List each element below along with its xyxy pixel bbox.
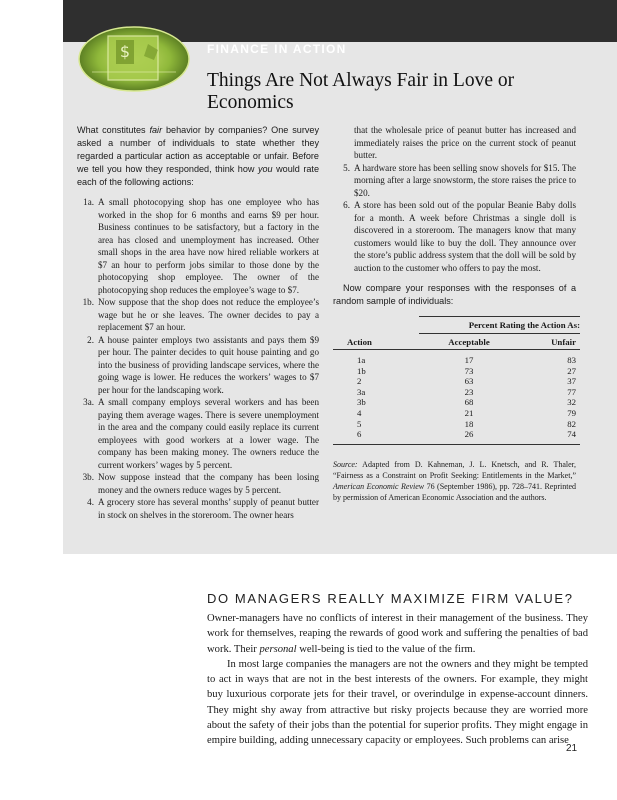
action-item-continued bbox=[333, 124, 576, 162]
action-text: A small photocopying shop has one employee who has worked in the shop for 6 months and earns $9 per hour. Business continues to be satisfactory, but a factory in the area has closed and unemployment has increased. Other small shops in the area have now hired reliable workers at $7 an hour to perform jobs similar to those done by the photocopying shop employee. The owner of the photocopying shop reduces the employee’s wage to $7. bbox=[98, 197, 319, 295]
cell-acceptable: 21 bbox=[464, 407, 474, 418]
action-label: 6. bbox=[343, 200, 350, 210]
action-label: 1b. bbox=[82, 297, 94, 307]
box-right-column bbox=[333, 124, 580, 503]
cell-action: 4 bbox=[357, 407, 362, 418]
action-label: 2. bbox=[87, 334, 94, 345]
compare-paragraph: Now compare your responses with the responses of a random sample of individuals: bbox=[333, 283, 576, 306]
table-row bbox=[333, 408, 580, 419]
cell-acceptable: 63 bbox=[464, 376, 474, 387]
table-row bbox=[333, 429, 580, 440]
action-text: A hardware store has been selling snow shovels for $15. The morning after a large snowstorm, the store raises the price to $20. bbox=[354, 162, 576, 198]
action-text: that the wholesale price of peanut butter has increased and immediately raises the price on the current stock of peanut butter. bbox=[354, 125, 576, 160]
action-item bbox=[77, 196, 319, 296]
cell-acceptable: 68 bbox=[464, 397, 474, 408]
action-text: A grocery store has several months’ supply of peanut butter in stock on shelves in the storeroom. The owner hears bbox=[98, 497, 319, 520]
ratings-table bbox=[333, 316, 580, 445]
table-body bbox=[333, 350, 580, 444]
action-text: Now suppose that the shop does not reduce the employee’s wage but he or she leaves. The owner decides to pay a replacement $7 an hour. bbox=[98, 297, 319, 332]
cell-acceptable: 23 bbox=[464, 386, 474, 397]
cell-unfair: 82 bbox=[567, 418, 576, 429]
table-group-header: Percent Rating the Action As: bbox=[468, 320, 580, 330]
table-row bbox=[333, 355, 580, 366]
action-item bbox=[77, 471, 319, 496]
cell-acceptable: 73 bbox=[464, 365, 474, 376]
cell-action: 5 bbox=[357, 418, 362, 429]
cell-unfair: 83 bbox=[567, 355, 576, 365]
header-action: Action bbox=[347, 336, 372, 347]
source-citation: Source: Adapted from D. Kahneman, J. L. Knetsch, and R. Thaler, “Fairness as a Constraint on Profit Seeking: Entitlements in the Market,” American Economic Review 76 (September 1986), pp. 728–741. Reprinted by permission of American Economic Association and the authors. bbox=[333, 459, 576, 502]
action-item bbox=[77, 496, 319, 521]
section-heading: DO MANAGERS REALLY MAXIMIZE FIRM VALUE? bbox=[207, 591, 574, 606]
header-acceptable: Acceptable bbox=[448, 336, 490, 347]
cell-action: 3a bbox=[357, 386, 366, 397]
action-label: 3b. bbox=[82, 472, 94, 482]
table-row bbox=[333, 376, 580, 387]
action-label: 3a. bbox=[83, 397, 94, 407]
section-body bbox=[207, 611, 588, 749]
page-number: 21 bbox=[566, 743, 578, 754]
dollar-bill-icon bbox=[78, 26, 190, 92]
table-bottom-rule bbox=[333, 444, 580, 445]
action-item bbox=[333, 162, 576, 200]
action-item bbox=[77, 334, 319, 397]
action-text: A store has been sold out of the popular Beanie Baby dolls for a month. A week before Christmas a single doll is discovered in a storeroom. The managers know that many customers would like to buy the doll. They announce over the store’s public address system that the doll will be sold by auction to the customer who offers to pay the most. bbox=[354, 200, 576, 273]
table-row bbox=[333, 366, 580, 377]
cell-unfair: 37 bbox=[567, 376, 576, 387]
svg-text:$: $ bbox=[119, 42, 131, 61]
action-label: 4. bbox=[87, 497, 94, 507]
cell-unfair: 77 bbox=[567, 386, 576, 397]
cell-acceptable: 17 bbox=[464, 355, 474, 365]
cell-unfair: 32 bbox=[567, 397, 576, 408]
table-row bbox=[333, 387, 580, 398]
cell-unfair: 74 bbox=[567, 429, 576, 440]
body-paragraph: Owner-managers have no conflicts of interest in their management of the business. They work for themselves, reaping the rewards of good work and suffering the penalties of bad work. Their personal well-being is tied to the value of the firm. bbox=[207, 613, 588, 655]
action-item bbox=[333, 199, 576, 274]
body-paragraph: In most large companies the managers are not the owners and they might be tempted to act in ways that are not in the best interests of the owners. For example, they might buy luxurious corporate jets for their travel, or overindulge in expense-account dinners. They might shy away from attractive but risky projects because they are worried more about the safety of their jobs than the potential for superior profits. They might engage in empire building, adding unnecessary capacity or employees. Such problems can arise bbox=[207, 658, 588, 747]
box-title: Things Are Not Always Fair in Love or Economics bbox=[207, 70, 515, 113]
action-text: Now suppose instead that the company has been losing money and the owners reduce wages by 5 percent. bbox=[98, 472, 319, 495]
cell-unfair: 79 bbox=[567, 407, 576, 418]
box-kicker: FINANCE IN ACTION bbox=[207, 42, 347, 56]
cell-acceptable: 18 bbox=[464, 418, 474, 429]
cell-action: 3b bbox=[357, 397, 366, 408]
action-item bbox=[77, 296, 319, 334]
action-item bbox=[77, 396, 319, 471]
action-text: A small company employs several workers and has been paying them average wages. There is severe unemployment in the area and the company could easily replace its current employees with good workers at a lower wage. The company has been making money. The owners reduce the current workers’ wages by 5 percent. bbox=[98, 397, 319, 470]
action-list-left bbox=[77, 196, 319, 521]
table-header-row bbox=[333, 334, 580, 350]
cell-action: 1a bbox=[357, 355, 366, 365]
cell-action: 1b bbox=[357, 365, 366, 376]
cell-action: 2 bbox=[357, 376, 362, 387]
table-row bbox=[333, 397, 580, 408]
table-row bbox=[333, 419, 580, 430]
action-label: 1a. bbox=[83, 197, 94, 207]
cell-acceptable: 26 bbox=[464, 429, 474, 440]
cell-action: 6 bbox=[357, 429, 362, 440]
cell-unfair: 27 bbox=[567, 365, 576, 376]
box-intro: What constitutes fair behavior by companies? One survey asked a number of individuals to state whether they regarded a particular action as acceptable or unfair. Before we tell you how they responded, think how you would rate each of the following actions: bbox=[77, 125, 319, 187]
action-label: 5. bbox=[343, 162, 350, 173]
action-text: A house painter employs two assistants and pays them $9 per hour. The painter decides to quit house painting and go into the business of providing landscape services, where the going wage is lower. He reduces the workers’ wages to $7 per hour for the landscaping work. bbox=[98, 334, 319, 395]
header-unfair: Unfair bbox=[551, 336, 576, 347]
box-left-column bbox=[77, 124, 319, 521]
